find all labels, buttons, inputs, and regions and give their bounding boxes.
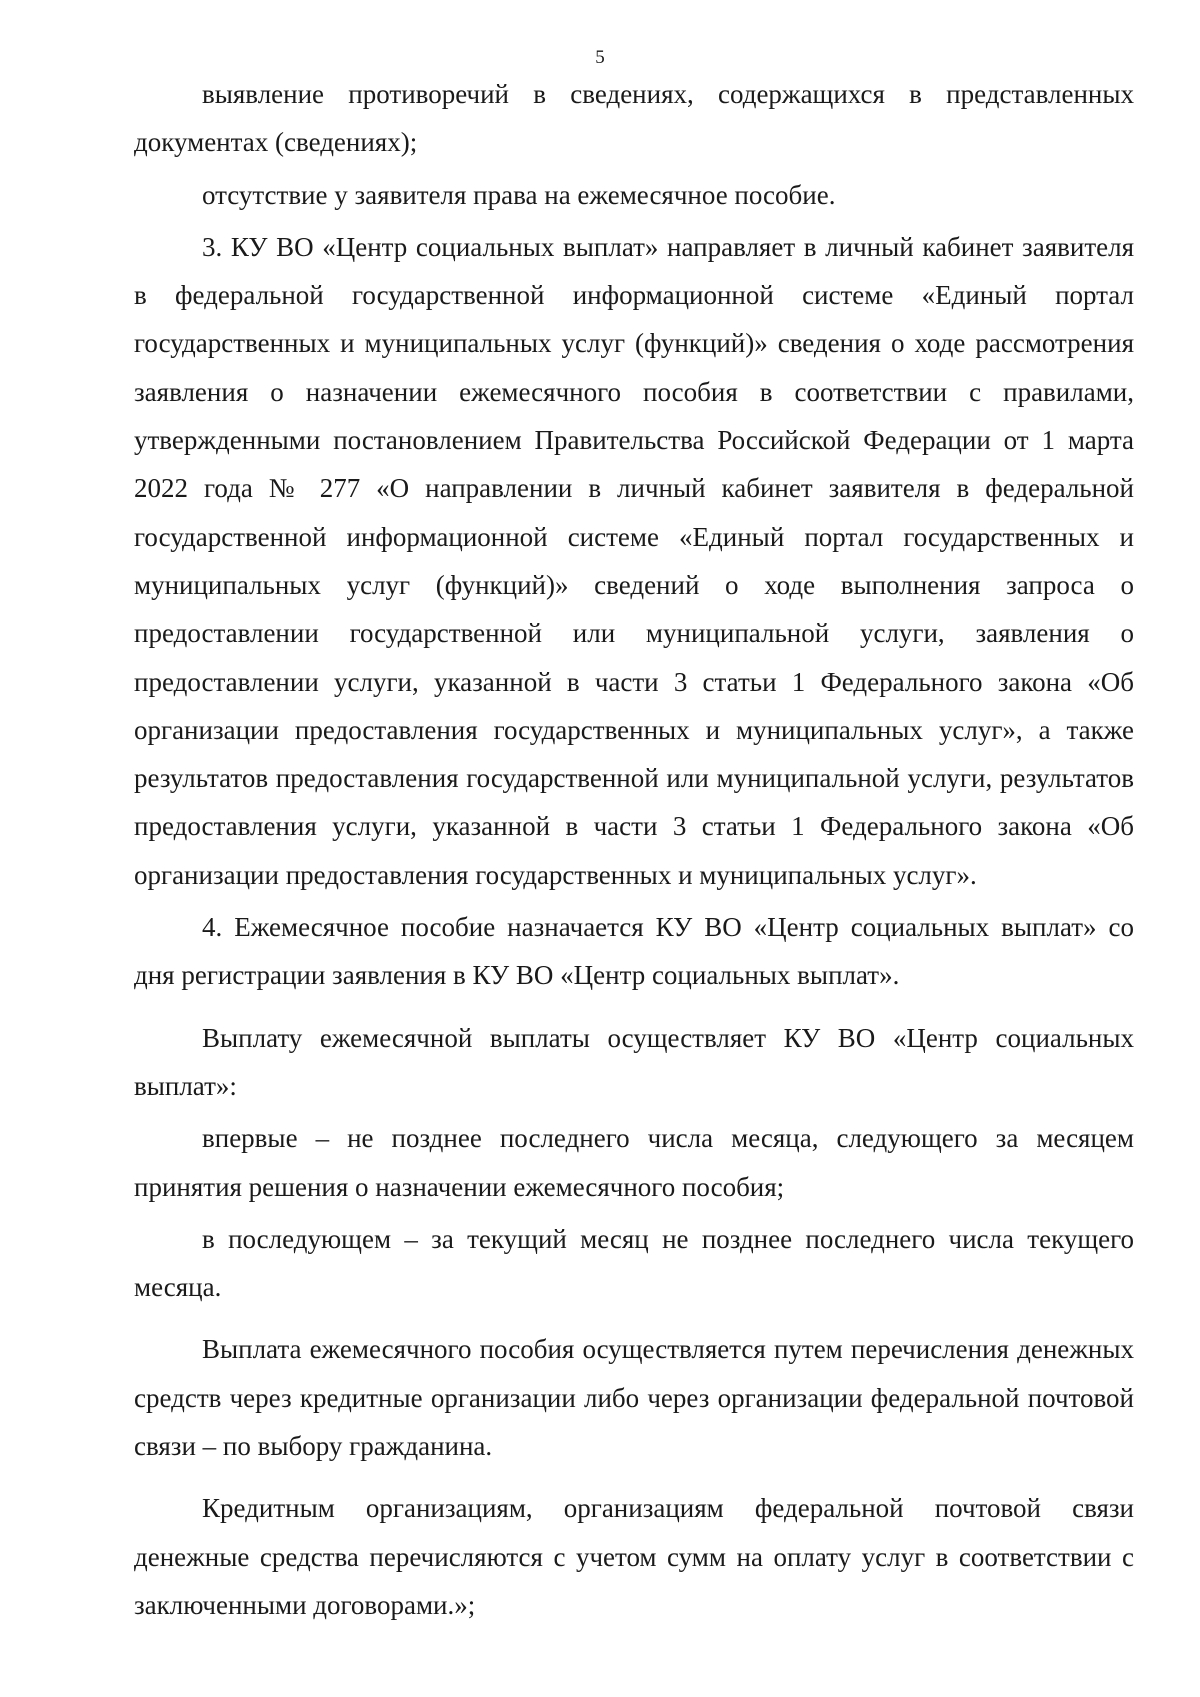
paragraph-first-time: впервые – не позднее последнего числа месяца, следующего за месяцем принятия решения о назначении ежемесячного пособия; — [134, 1123, 1134, 1202]
paragraph-payment-by: Выплату ежемесячной выплаты осуществляет КУ ВО «Центр социальных выплат»: — [134, 1022, 1134, 1101]
paragraph-item-3: 3. КУ ВО «Центр социальных выплат» направляет в личный кабинет заявителя в федеральной государственной информационной системе «Единый портал государственных и муниципальных услуг (функций)» сведения о ходе рассмотрения заявления о назначении ежемесячного пособия в соответствии с правилами, утвержденными постановлением Правительства Российской Федерации от 1 марта 2022 года № 277 «О направлении в личный кабинет заявителя в федеральной государственной информационной системе «Единый портал государственных и муниципальных услуг (функций)» сведений о ходе выполнения запроса о предоставлении государственной или муниципальной услуги, заявления о предоставлении услуги, указанной в части 3 статьи 1 Федерального закона «Об организации предоставления государственных и муниципальных услуг», а также результатов предоставления государственной или муниципальной услуги, результатов предоставления услуги, указанной в части 3 статьи 1 Федерального закона «Об организации предоставления государственных и муниципальных услуг». — [134, 231, 1134, 890]
paragraph-transfer-method: Выплата ежемесячного пособия осуществляется путем перечисления денежных средств через кредитные организации либо через организации федеральной почтовой связи – по выбору гражданина. — [134, 1334, 1134, 1462]
paragraph-no-right: отсутствие у заявителя права на ежемесячное пособие. — [202, 179, 836, 210]
paragraph-credit-organizations: Кредитным организациям, организациям федеральной почтовой связи денежные средства перечисляются с учетом сумм на оплату услуг в соответствии с заключенными договорами.»; — [134, 1493, 1134, 1620]
page-number: 5 — [595, 47, 605, 68]
paragraph-contradictions: выявление противоречий в сведениях, содержащихся в представленных документах (сведениях); — [134, 79, 1134, 158]
document-body — [134, 70, 1134, 1629]
paragraph-item-4: 4. Ежемесячное пособие назначается КУ ВО «Центр социальных выплат» со дня регистрации заявления в КУ ВО «Центр социальных выплат». — [134, 912, 1134, 991]
paragraph-subsequent: в последующем – за текущий месяц не позднее последнего числа текущего месяца. — [134, 1223, 1134, 1303]
